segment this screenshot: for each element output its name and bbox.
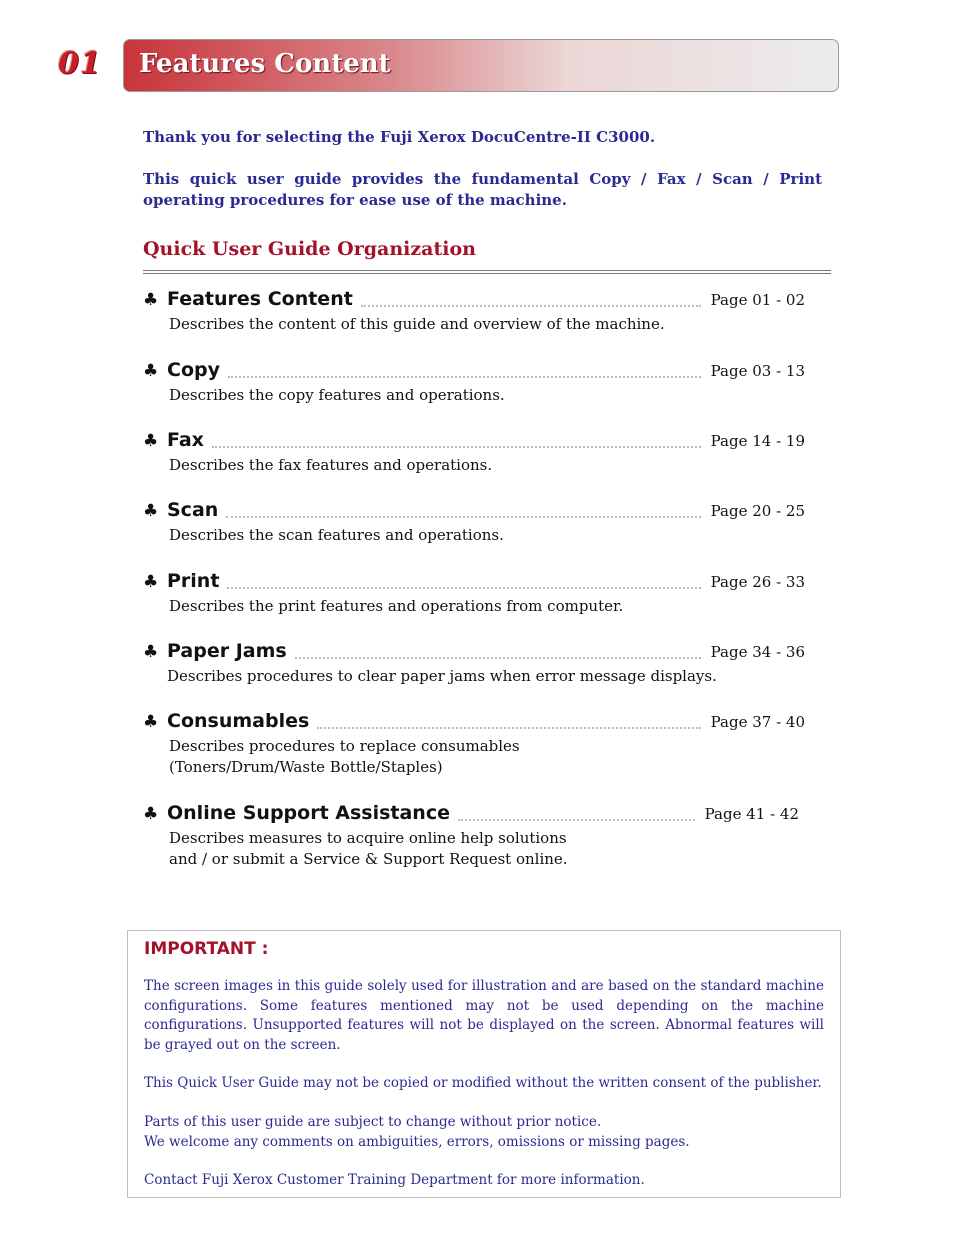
toc-item-copy[interactable] <box>143 359 833 406</box>
dot-leader <box>295 655 701 659</box>
toc-title: Print <box>167 570 220 592</box>
toc-description: Describes the fax features and operations. <box>169 456 493 474</box>
toc-item-scan[interactable] <box>143 499 833 546</box>
toc-item-fax[interactable] <box>143 429 833 476</box>
toc-description: Describes the content of this guide and overview of the machine. <box>169 315 665 333</box>
toc-description: Describes procedures to replace consumables <box>169 737 520 755</box>
chapter-number: 01 <box>58 46 102 81</box>
dot-leader <box>226 514 700 518</box>
club-bullet-icon: ♣ <box>143 361 159 381</box>
important-paragraph-screens: The screen images in this guide solely used for illustration and are based on the standard machine configurations. Some features mentioned may not be used depending on the machine configurations. Unsupported features will not be displayed on the screen. Abnormal features will be grayed out on the screen. <box>144 978 824 1053</box>
toc-page-range: Page 03 - 13 <box>710 362 805 380</box>
toc-page-range: Page 14 - 19 <box>710 432 805 450</box>
toc-title: Fax <box>167 429 204 451</box>
toc-page-range: Page 26 - 33 <box>710 573 805 591</box>
important-paragraph-copyright: This Quick User Guide may not be copied or modified without the written consent of the publisher. <box>144 1075 822 1091</box>
toc-item-online-support[interactable] <box>143 802 833 870</box>
intro-thanks: Thank you for selecting the Fuji Xerox DocuCentre-II C3000. <box>143 128 656 146</box>
toc-item-consumables[interactable] <box>143 710 833 778</box>
toc-description: Describes the scan features and operations. <box>169 526 504 544</box>
important-paragraph-changes: Parts of this user guide are subject to change without prior notice. <box>144 1114 602 1130</box>
important-heading: IMPORTANT : <box>144 939 269 959</box>
toc-item-paper-jams[interactable] <box>143 640 833 687</box>
important-paragraph-comments: We welcome any comments on ambiguities, errors, omissions or missing pages. <box>144 1134 690 1150</box>
club-bullet-icon: ♣ <box>143 712 159 732</box>
toc-title: Online Support Assistance <box>167 802 450 824</box>
section-divider <box>143 270 831 274</box>
toc-page-range: Page 01 - 02 <box>710 291 805 309</box>
toc-description: Describes procedures to clear paper jams when error message displays. <box>167 667 717 685</box>
toc-title: Scan <box>167 499 219 521</box>
toc-page-range: Page 20 - 25 <box>710 502 805 520</box>
club-bullet-icon: ♣ <box>143 804 159 824</box>
dot-leader <box>317 725 700 729</box>
important-paragraph-contact: Contact Fuji Xerox Customer Training Department for more information. <box>144 1172 645 1188</box>
toc-item-features-content[interactable] <box>143 288 833 335</box>
dot-leader <box>458 817 695 821</box>
intro-purpose: This quick user guide provides the fundamental Copy / Fax / Scan / Print operating procedures for ease use of the machine. <box>143 170 822 209</box>
club-bullet-icon: ♣ <box>143 290 159 310</box>
club-bullet-icon: ♣ <box>143 431 159 451</box>
toc-item-print[interactable] <box>143 570 833 617</box>
toc-description: Describes measures to acquire online help solutions <box>169 829 567 847</box>
dot-leader <box>228 374 701 378</box>
toc-title: Paper Jams <box>167 640 287 662</box>
title-bar <box>123 39 839 92</box>
dot-leader <box>361 303 701 307</box>
dot-leader <box>227 585 700 589</box>
toc-title: Consumables <box>167 710 310 732</box>
section-heading: Quick User Guide Organization <box>143 238 476 260</box>
toc-page-range: Page 41 - 42 <box>704 805 799 823</box>
club-bullet-icon: ♣ <box>143 642 159 662</box>
toc-page-range: Page 34 - 36 <box>710 643 805 661</box>
toc-title: Features Content <box>167 288 353 310</box>
important-notice-box <box>127 930 841 1198</box>
toc-description-line-2: (Toners/Drum/Waste Bottle/Staples) <box>169 758 443 776</box>
club-bullet-icon: ♣ <box>143 501 159 521</box>
toc-title: Copy <box>167 359 220 381</box>
club-bullet-icon: ♣ <box>143 572 159 592</box>
toc-description: Describes the print features and operations from computer. <box>169 597 624 615</box>
page-title: Features Content <box>139 49 391 79</box>
toc-description-line-2: and / or submit a Service & Support Request online. <box>169 850 568 868</box>
dot-leader <box>212 444 701 448</box>
toc-description: Describes the copy features and operations. <box>169 386 505 404</box>
toc-page-range: Page 37 - 40 <box>710 713 805 731</box>
